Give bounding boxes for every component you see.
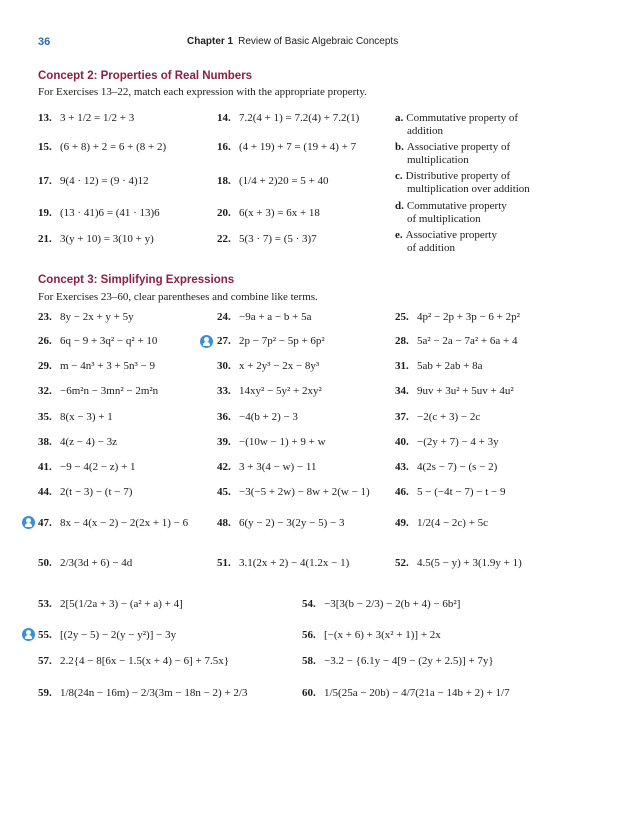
property-item: c. Distributive property of multiplication over addition [395,170,530,195]
exercise: 59. 1/8(24n − 16m) − 2/3(3m − 18n − 2) + 2/3 [38,687,248,699]
concept-2-title: Concept 2: Properties of Real Numbers [38,70,253,82]
exercise: 19. (13 · 41)6 = (41 · 13)6 [38,207,160,219]
exercise: 49. 1/2(4 − 2c) + 5c [395,517,489,529]
property-item: b. Associative property of multiplication [395,141,511,166]
exercise: 43. 4(2s − 7) − (s − 2) [395,461,498,473]
exercise: 41. −9 − 4(2 − z) + 1 [38,461,136,473]
concept-3-instructions: For Exercises 23–60, clear parentheses and combine like terms. [38,291,318,303]
exercise: 52. 4.5(5 − y) + 3(1.9y + 1) [395,557,522,569]
exercise: 14. 7.2(4 + 1) = 7.2(4) + 7.2(1) [217,112,360,124]
exercise: 16. (4 + 19) + 7 = (19 + 4) + 7 [217,141,357,153]
exercise: 37. −2(c + 3) − 2c [395,411,481,423]
exercise: 29. m − 4n³ + 3 + 5n³ − 9 [38,360,155,372]
exercise: 31. 5ab + 2ab + 8a [395,360,483,372]
exercise: 18. (1/4 + 2)20 = 5 + 40 [217,175,329,187]
exercise: 54. −3[3(b − 2/3) − 2(b + 4) − 6b²] [302,598,461,610]
exercise: 39. −(10w − 1) + 9 + w [217,436,326,448]
exercise: 34. 9uv + 3u² + 5uv + 4u² [395,385,514,397]
exercise: 38. 4(z − 4) − 3z [38,436,117,448]
exercise: 42. 3 + 3(4 − w) − 11 [217,461,317,473]
property-item: a. Commutative property of addition [395,112,519,137]
exercise: 33. 14xy² − 5y² + 2xy² [217,385,322,397]
exercise: 44. 2(t − 3) − (t − 7) [38,486,133,498]
exercise: 53. 2[5(1/2a + 3) − (a² + a) + 4] [38,598,183,610]
chapter-title: Review of Basic Algebraic Concepts [238,36,399,47]
person-icon [200,335,213,348]
exercise: 25. 4p² − 2p + 3p − 6 + 2p² [395,311,520,323]
exercise: 58. −3.2 − {6.1y − 4[9 − (2y + 2.5)] + 7y} [302,655,494,667]
exercise: 35. 8(x − 3) + 1 [38,411,113,423]
exercise: 56. [−(x + 6) + 3(x² + 1)] + 2x [302,629,441,641]
chapter-label: Chapter 1 [187,36,234,47]
exercise: 24. −9a + a − b + 5a [217,311,312,323]
person-icon [22,628,35,641]
exercise: 17. 9(4 · 12) = (9 · 4)12 [38,175,149,187]
property-item: e. Associative property of addition [395,229,497,254]
exercise: 13. 3 + 1/2 = 1/2 + 3 [38,112,135,124]
concept-2-instructions: For Exercises 13–22, match each expression with the appropriate property. [38,86,367,98]
property-item: d. Commutative property of multiplication [395,200,507,225]
exercise: 48. 6(y − 2) − 3(2y − 5) − 3 [217,517,345,529]
exercise: 15. (6 + 8) + 2 = 6 + (8 + 2) [38,141,167,153]
person-icon [22,516,35,529]
exercise: 46. 5 − (−4t − 7) − t − 9 [395,486,506,498]
exercise: 32. −6m²n − 3mn² − 2m²n [38,385,159,397]
exercise: 47. 8x − 4(x − 2) − 2(2x + 1) − 6 [38,517,189,529]
exercise: 55. [(2y − 5) − 2(y − y²)] − 3y [38,629,177,641]
exercise: 28. 5a² − 2a − 7a² + 6a + 4 [395,335,518,347]
exercise: 51. 3.1(2x + 2) − 4(1.2x − 1) [217,557,350,569]
exercise: 27. 2p − 7p² − 5p + 6p² [217,335,325,347]
concept-3-title: Concept 3: Simplifying Expressions [38,274,235,286]
exercise: 21. 3(y + 10) = 3(10 + y) [38,233,154,245]
exercise: 57. 2.2{4 − 8[6x − 1.5(x + 4) − 6] + 7.5x} [38,655,229,667]
exercise: 45. −3(−5 + 2w) − 8w + 2(w − 1) [217,486,370,498]
exercise: 23. 8y − 2x + y + 5y [38,311,134,323]
exercise: 40. −(2y + 7) − 4 + 3y [395,436,499,448]
exercise: 30. x + 2y³ − 2x − 8y³ [217,360,320,372]
page-number: 36 [38,36,51,48]
exercise: 50. 2/3(3d + 6) − 4d [38,557,133,569]
exercise: 60. 1/5(25a − 20b) − 4/7(21a − 14b + 2) + 1/7 [302,687,510,699]
exercise: 20. 6(x + 3) = 6x + 18 [217,207,320,219]
exercise: 36. −4(b + 2) − 3 [217,411,298,423]
exercise: 22. 5(3 · 7) = (5 · 3)7 [217,233,317,245]
exercise: 26. 6q − 9 + 3q² − q² + 10 [38,335,158,347]
running-head [187,36,398,47]
